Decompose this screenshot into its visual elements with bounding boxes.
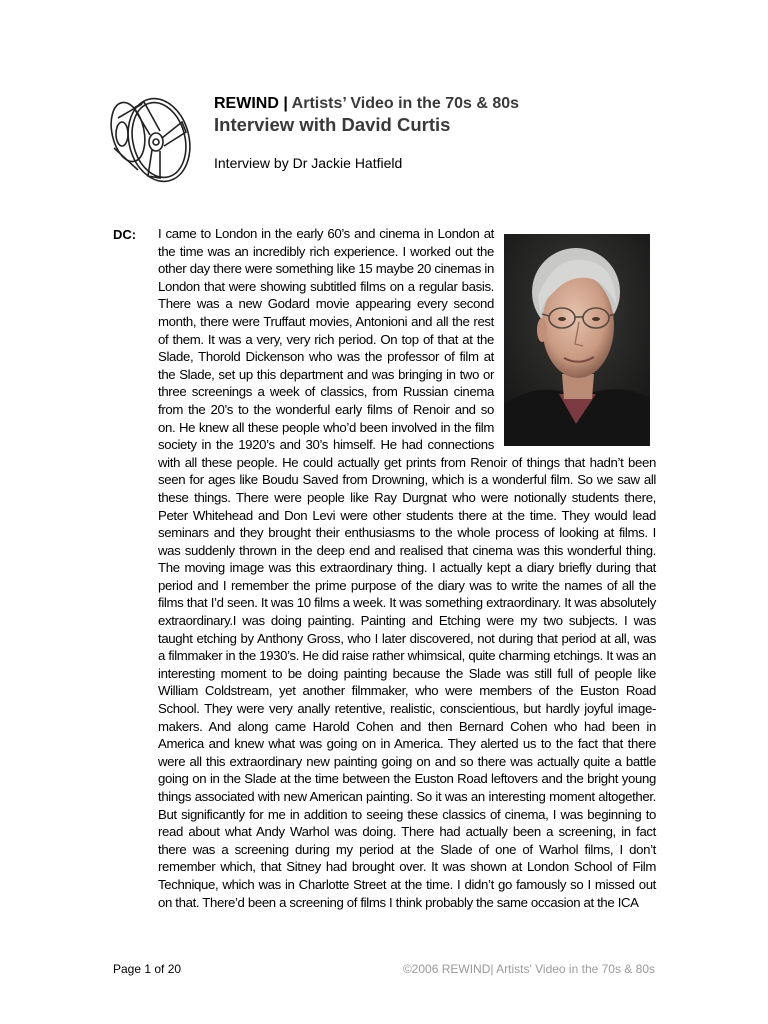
- page-number: Page 1 of 20: [113, 962, 182, 976]
- byline: Interview by Dr Jackie Hatfield: [214, 155, 403, 171]
- series-title: Artists’ Video in the 70s & 80s: [291, 95, 520, 112]
- interview-paragraph: I came to London in the early 60’s and cinema in London at the time was an incredibly rich experience. I worked out the other day there were something like 15 maybe 20 cinemas in London that were showing subtitled films on a regular basis. There was a new Godard movie appearing every second month, there were Truffaut movies, Antonioni and all the rest of them. It was a very, very rich period. On top of that at the Slade, Thorold Dickenson who was the professor of film at the Slade, set up this department and was bringing in two or three screenings a week of classics, from Russian cinema from the 20’s to the wonderful early films of Renoir and so on. He knew all these people who’d been involved in the film society in the 1920’s and 30’s himself. He had connections with all these people. He could actually get prints from Renoir of things that hadn’t been seen for ages like Boudu Saved from Drowning, which is a wonderful film. So we saw all these things. There were people like Ray Durgnat who were notionally students there, Peter Whitehead and Don Levi were other students there at the time. They would lead seminars and they brought their enthusiasms to the whole process of looking at films. I was suddenly thrown in the deep end and realised that cinema was this wonderful thing. The moving image was this extraordinary thing. I actually kept a diary briefly during that period and I remember the prime purpose of the diary was to write the names of all the films that I’d seen. It was 10 films a week. It was something extraordinary. It was absolutely extraordinary.I was doing painting. Painting and Etching were my two subjects. I was taught etching by Anthony Gross, who I later discovered, not during that period at all, was a filmmaker in the 1930’s. He did raise rather whimsical, quite charming etchings. It was an interesting moment to be doing painting because the Slade was still full of people like William Coldstream, yet another filmmaker, who were members of the Euston Road School. They were very anally retentive, realistic, conscientious, but hardly joyful image-makers. And along came Harold Cohen and then Bernard Cohen who had been in America and knew what was going on in America. They alerted us to the fact that there were all this extraordinary new painting going on and so there was actually quite a battle going on in the Slade at the time between the Euston Road leftovers and the bright young things associated with new American painting. So it was an interesting moment altogether. But significantly for me in addition to seeing these classics of cinema, I was beginning to read about what Andy Warhol was doing. There had actually been a screening, in fact there was a screening during my period at the Slade of one of Warhol films, I don’t remember which, that Sitney had brought over. It was shown at London School of Film Technique, which was in Charlotte Street at the time. I didn’t go famously so I missed out on that. There’d been a screening of films I think probably the same occasion at the ICA: [158, 226, 656, 910]
- header-series-line: [214, 94, 519, 114]
- portrait-photo: [504, 234, 650, 446]
- speaker-label: DC:: [113, 227, 137, 242]
- interview-body: [158, 225, 656, 911]
- brand-name: REWIND: [214, 95, 279, 112]
- header-separator: |: [278, 95, 292, 112]
- page-title: Interview with David Curtis: [214, 114, 451, 135]
- header: [214, 94, 519, 136]
- footer-copyright: ©2006 REWIND| Artists' Video in the 70s & 80s: [402, 962, 655, 976]
- film-reel-icon: [104, 88, 204, 188]
